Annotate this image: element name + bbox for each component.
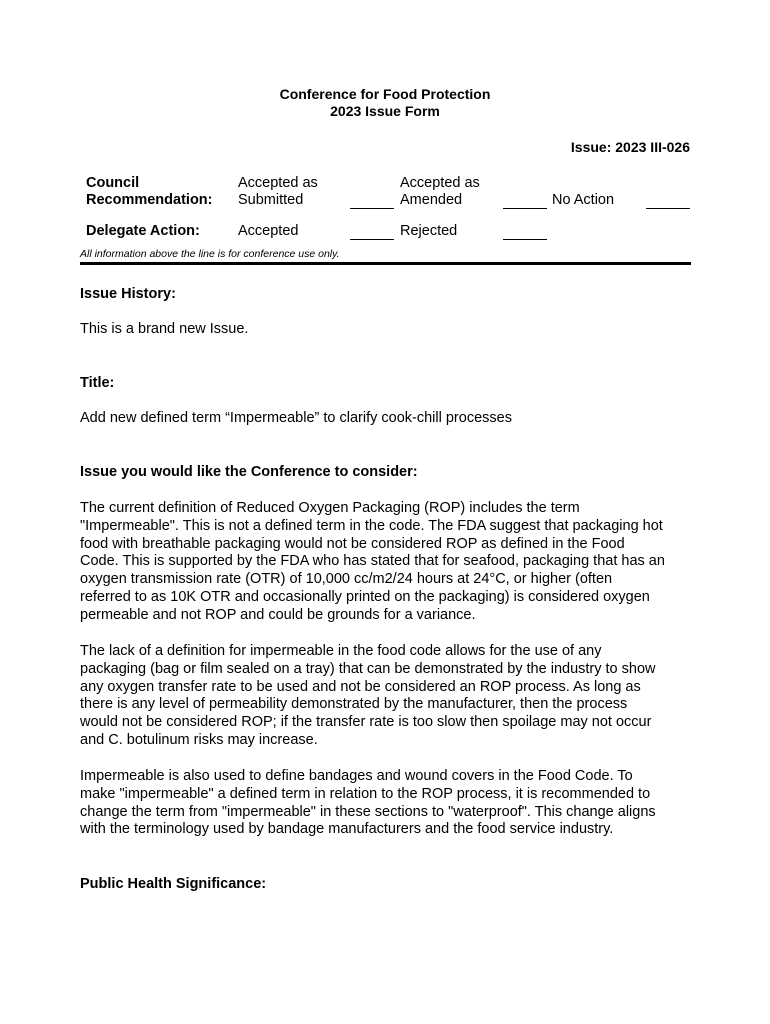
paragraph-line: Impermeable is also used to define bandages and wound covers in the Food Code. To xyxy=(80,768,633,784)
paragraph-line: any oxygen transfer rate to be used and not be considered an ROP process. As long as xyxy=(80,678,641,695)
title-text: Add new defined term “Impermeable” to clarify cook-chill processes xyxy=(80,410,512,426)
divider-line xyxy=(80,262,691,265)
paragraph-line: permeable and not ROP and could be grounds for a variance. xyxy=(80,606,476,623)
paragraph-line: make "impermeable" a defined term in relation to the ROP process, it is recommended to xyxy=(80,785,651,802)
council-amended-blank xyxy=(503,208,547,209)
consider-paragraph-2 xyxy=(80,643,695,750)
paragraph-line: there is any level of permeability demonstrated by the manufacturer, then the process xyxy=(80,696,628,713)
title-heading: Title: xyxy=(80,375,115,391)
consider-heading: Issue you would like the Conference to consider: xyxy=(80,464,418,480)
council-option-no-action: No Action xyxy=(552,192,615,208)
delegate-rejected-blank xyxy=(503,239,547,240)
public-health-heading: Public Health Significance: xyxy=(80,876,267,892)
delegate-accepted-blank xyxy=(350,239,394,240)
delegate-option-rejected: Rejected xyxy=(400,223,458,239)
paragraph-line: change the term from "impermeable" in these sections to "waterproof". This change aligns xyxy=(80,803,656,820)
form-title: Conference for Food Protection xyxy=(279,86,491,102)
paragraph-line: food with breathable packaging would not be considered ROP as defined in the Food xyxy=(80,535,625,552)
delegate-label: Delegate Action: xyxy=(86,223,200,239)
conference-use-note: All information above the line is for conference use only. xyxy=(80,248,340,260)
paragraph-line: would not be considered ROP; if the transfer rate is too slow then spoilage may not occur xyxy=(80,714,652,731)
paragraph-line: oxygen transmission rate (OTR) of 10,000 cc/m2/24 hours at 24°C, or higher (often xyxy=(80,571,613,588)
council-option-submitted-line2: Submitted xyxy=(238,192,304,208)
paragraph-line: "Impermeable". This is not a defined term in the code. The FDA suggest that packaging hot xyxy=(80,517,663,534)
council-option-submitted-line1: Accepted as xyxy=(238,175,318,191)
council-label-line1: Council xyxy=(86,175,140,191)
form-subtitle: 2023 Issue Form xyxy=(330,103,440,119)
consider-paragraph-1 xyxy=(80,500,695,625)
council-submitted-blank xyxy=(350,208,394,209)
delegate-option-accepted: Accepted xyxy=(238,223,299,239)
issue-history-text: This is a brand new Issue. xyxy=(80,321,249,337)
paragraph-line: and C. botulinum risks may increase. xyxy=(80,731,318,748)
council-option-amended-line2: Amended xyxy=(400,192,463,208)
paragraph-line: referred to as 10K OTR and occasionally printed on the packaging) is considered oxygen xyxy=(80,588,650,605)
issue-number: Issue: 2023 III-026 xyxy=(570,139,690,155)
council-option-amended-line1: Accepted as xyxy=(400,175,480,191)
consider-paragraph-3 xyxy=(80,768,695,839)
paragraph-line: The lack of a definition for impermeable in the food code allows for the use of any xyxy=(80,643,602,659)
paragraph-line: with the terminology used by bandage manufacturers and the food service industry. xyxy=(80,821,614,838)
council-no-action-blank xyxy=(646,208,690,209)
paragraph-line: The current definition of Reduced Oxygen Packaging (ROP) includes the term xyxy=(80,500,580,516)
paragraph-line: packaging (bag or film sealed on a tray) that can be demonstrated by the industry to show xyxy=(80,660,656,677)
issue-history-heading: Issue History: xyxy=(80,286,176,302)
council-label-line2: Recommendation: xyxy=(86,192,213,208)
paragraph-line: Code. This is supported by the FDA who has stated that for seafood, packaging that has an xyxy=(80,553,665,570)
